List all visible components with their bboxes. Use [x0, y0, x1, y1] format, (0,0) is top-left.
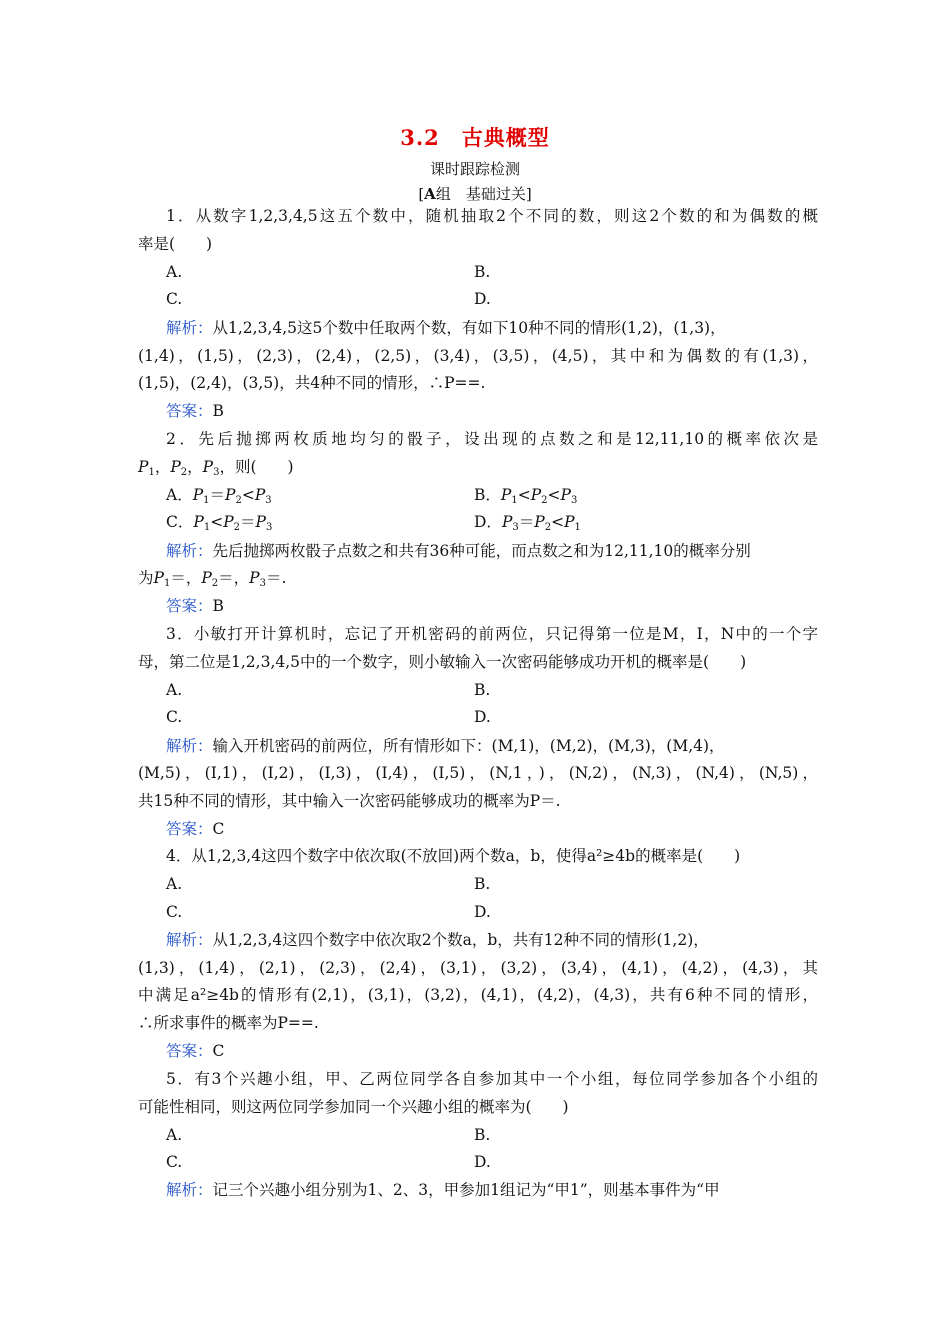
- q1-stem-line1: 1．从数字1,2,3,4,5这五个数中，随机抽取2个不同的数，则这2个数的和为偶数的概: [166, 207, 818, 225]
- q5-option-d: D.: [474, 1153, 491, 1171]
- q2-solution-label: 解析：: [166, 542, 213, 560]
- q1-solution-label: 解析：: [166, 319, 213, 337]
- q4-solution-label: 解析：: [166, 931, 213, 949]
- q1-solution-line3: (1,5)，(2,4)，(3,5)，共4种不同的情形，∴P==.: [138, 374, 486, 392]
- q2-option-a: A．$P_1=P_2<P_3$: [166, 486, 272, 506]
- q1-option-b: B.: [474, 263, 491, 281]
- q2-stem-line2: $P_1$，$P_2$，$P_3$，则( ): [138, 458, 294, 478]
- q2-answer-label: 答案：: [166, 597, 213, 615]
- group-heading: [0, 183, 950, 204]
- q2-option-c: C．$P_1<P_2=P_3$: [166, 513, 273, 533]
- q3-stem-line2: 母，第二位是1,2,3,4,5中的一个数字，则小敏输入一次密码能够成功开机的概率是( ): [138, 653, 747, 671]
- q3-option-a: A.: [166, 681, 183, 699]
- q4-option-d: D.: [474, 903, 491, 921]
- q2-option-b: B．$P_1<P_2<P_3$: [474, 486, 578, 506]
- q4-option-a: A.: [166, 875, 183, 893]
- q1-option-a: A.: [166, 263, 183, 281]
- q4-option-c: C.: [166, 903, 183, 921]
- q2-answer: [166, 596, 846, 616]
- q1-option-c: C.: [166, 290, 183, 308]
- q1-solution-text1: 从1,2,3,4,5这5个数中任取两个数，有如下10种不同的情形(1,2)，(1,3)，: [212, 319, 726, 337]
- q4-solution-line3: 中满足a²≥4b的情形有(2,1)，(3,1)，(3,2)，(4,1)，(4,2)，(4,3)，共有6种不同的情形，: [138, 986, 818, 1004]
- q4-answer-value: C: [212, 1042, 225, 1060]
- q2-option-d: D．$P_3=P_2<P_1$: [474, 513, 581, 533]
- q2-solution-text1: 先后抛掷两枚骰子点数之和共有36种可能，而点数之和为12,11,10的概率分别: [212, 542, 751, 560]
- group-letter: A: [424, 185, 436, 203]
- q5-solution-label: 解析：: [166, 1181, 213, 1199]
- group-rest: 组 基础过关]: [435, 185, 532, 203]
- q3-solution-line3: 共15种不同的情形，其中输入一次密码能够成功的概率为P＝.: [138, 792, 561, 810]
- q5-stem-line2: 可能性相同，则这两位同学参加同一个兴趣小组的概率为( ): [138, 1098, 569, 1116]
- q3-solution-text1: 输入开机密码的前两位，所有情形如下：(M,1)，(M,2)，(M,3)，(M,4)，: [212, 737, 725, 755]
- q1-option-d: D.: [474, 290, 491, 308]
- q1-answer-label: 答案：: [166, 402, 213, 420]
- q2-solution-line2: 为$P_1=$，$P_2=$，$P_3=$.: [138, 569, 287, 589]
- q5-option-b: B.: [474, 1126, 491, 1144]
- q5-option-c: C.: [166, 1153, 183, 1171]
- q4-stem-line1: 4．从1,2,3,4这四个数字中依次取(不放回)两个数a，b，使得a²≥4b的概率是( ): [166, 847, 741, 865]
- q4-solution-line2: (1,3)，(1,4)，(2,1)，(2,3)，(2,4)，(3,1)，(3,2)，(3,4)，(4,1)，(4,2)，(4,3)，其: [138, 959, 818, 977]
- q5-solution-line1: [166, 1180, 846, 1200]
- section-title: 3.2 古典概型: [400, 125, 550, 150]
- q1-solution-line2: (1,4)，(1,5)，(2,3)，(2,4)，(2,5)，(3,4)，(3,5)，(4,5)，其中和为偶数的有(1,3)，: [138, 347, 818, 365]
- q4-solution-text1: 从1,2,3,4这四个数字中依次取2个数a，b，共有12种不同的情形(1,2)，: [212, 931, 709, 949]
- q3-option-b: B.: [474, 681, 491, 699]
- q3-solution-line1: [166, 736, 846, 756]
- q1-answer-value: B: [212, 402, 224, 420]
- q5-solution-text1: 记三个兴趣小组分别为1、2、3，甲参加1组记为“甲1”，则基本事件为“甲: [212, 1181, 720, 1199]
- q4-answer-label: 答案：: [166, 1042, 213, 1060]
- q2-answer-value: B: [212, 597, 224, 615]
- q1-stem-line2: 率是( ): [138, 235, 213, 253]
- q2-stem-line1: 2．先后抛掷两枚质地均匀的骰子，设出现的点数之和是12,11,10的概率依次是: [166, 430, 818, 448]
- q3-option-c: C.: [166, 708, 183, 726]
- q5-stem-line1: 5．有3个兴趣小组，甲、乙两位同学各自参加其中一个小组，每位同学参加各个小组的: [166, 1070, 818, 1088]
- group-open: [: [418, 185, 425, 203]
- q3-answer-label: 答案：: [166, 820, 213, 838]
- q5-option-a: A.: [166, 1126, 183, 1144]
- q3-answer: [166, 819, 846, 839]
- q4-solution-line1: [166, 930, 846, 950]
- q4-answer: [166, 1041, 846, 1061]
- q4-solution-line4: ∴所求事件的概率为P==.: [138, 1014, 319, 1032]
- q2-solution-line1: [166, 541, 846, 561]
- q3-solution-label: 解析：: [166, 737, 213, 755]
- section-subtitle: 课时跟踪检测: [429, 160, 520, 178]
- q3-stem-line1: 3．小敏打开计算机时，忘记了开机密码的前两位，只记得第一位是M，I，N中的一个字: [166, 625, 818, 643]
- q4-option-b: B.: [474, 875, 491, 893]
- q3-option-d: D.: [474, 708, 491, 726]
- q1-answer: [166, 401, 846, 421]
- q3-solution-line2: (M,5)，(I,1)，(I,2)，(I,3)，(I,4)，(I,5)，(N,1，)，(N,2)，(N,3)，(N,4)，(N,5)，: [138, 764, 818, 782]
- q3-answer-value: C: [212, 820, 225, 838]
- q1-solution-line1: [166, 318, 846, 338]
